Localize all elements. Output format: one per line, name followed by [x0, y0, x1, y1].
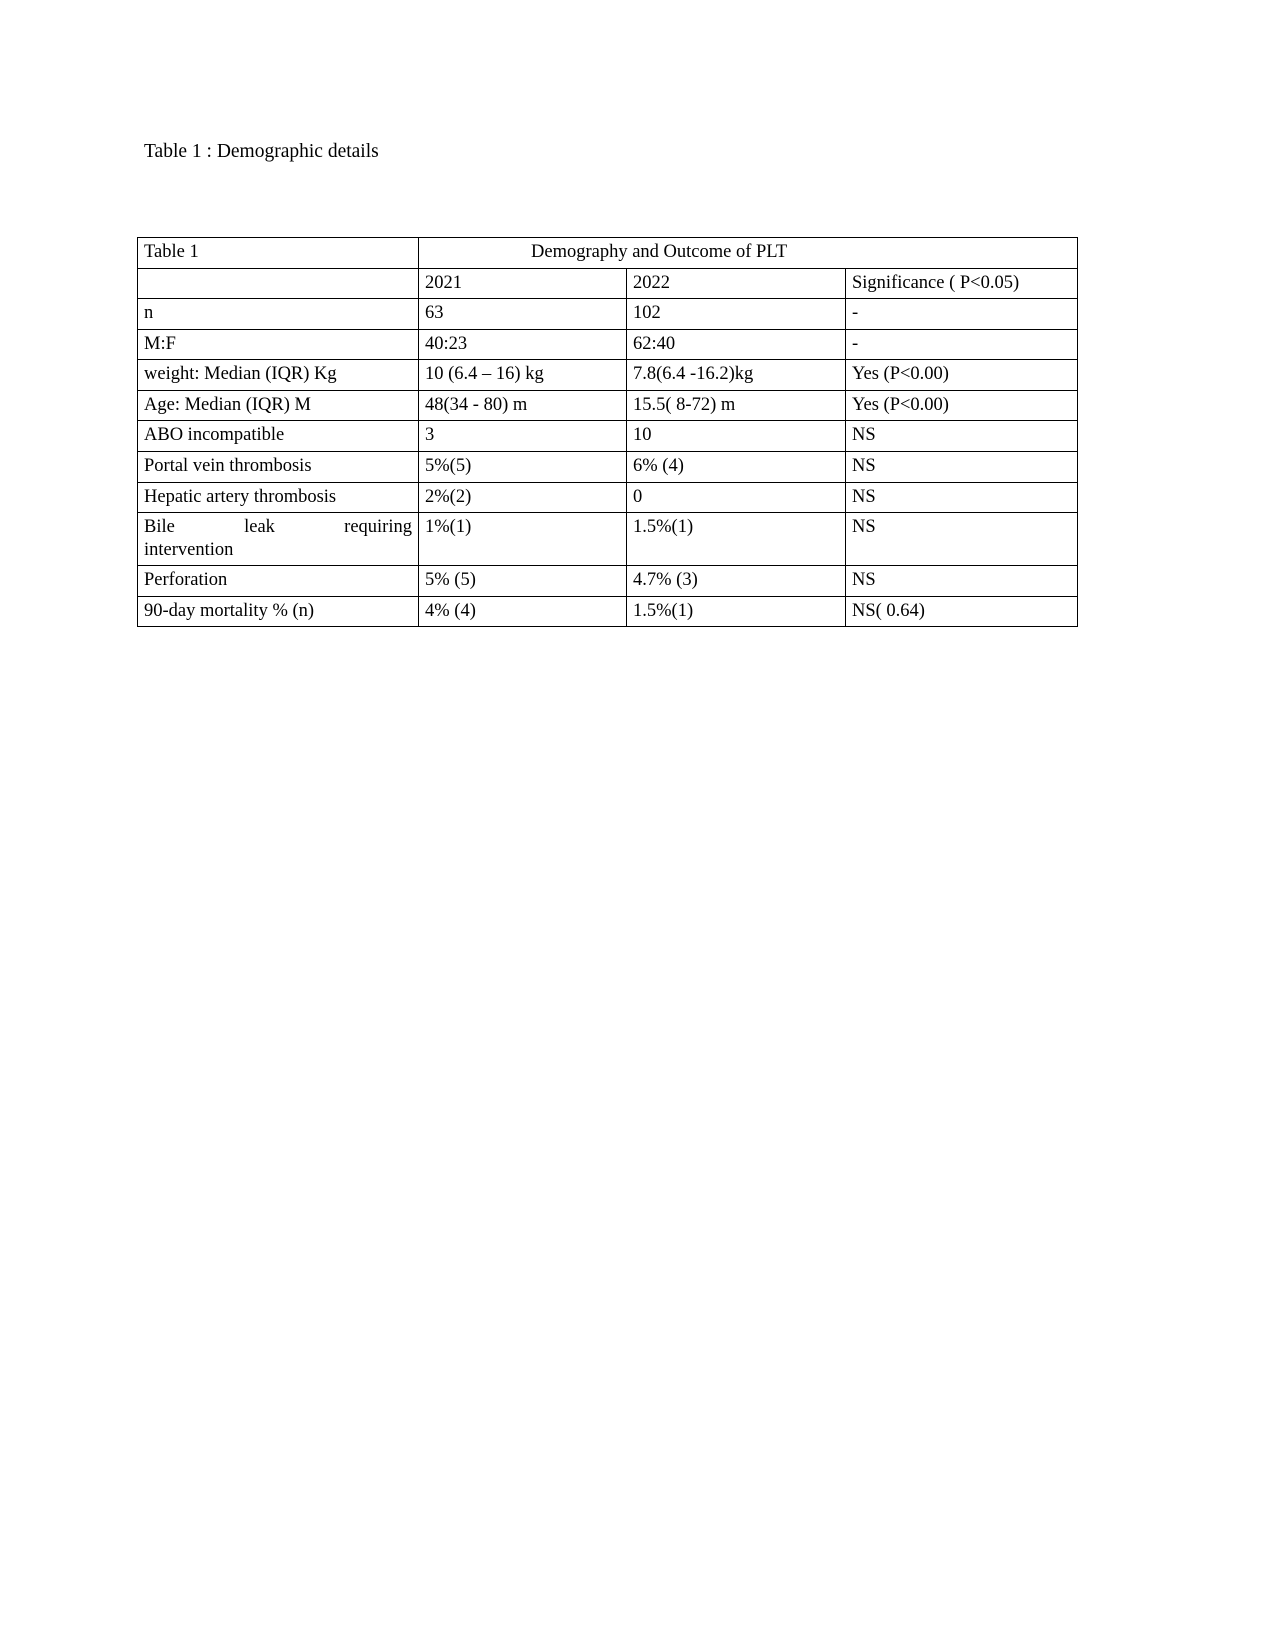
row-significance: NS: [846, 482, 1078, 513]
row-value-2022: 62:40: [627, 329, 846, 360]
row-value-2022: 1.5%(1): [627, 596, 846, 627]
header-significance: Significance ( P<0.05): [846, 268, 1078, 299]
row-value-2022: 15.5( 8-72) m: [627, 390, 846, 421]
demographic-table-container: [137, 237, 1077, 627]
row-value-2021: 1%(1): [419, 513, 627, 566]
row-value-2022: 4.7% (3): [627, 566, 846, 597]
row-label: Age: Median (IQR) M: [138, 390, 419, 421]
row-value-2021: 5%(5): [419, 451, 627, 482]
table-row: [138, 421, 1078, 452]
row-value-2021: 3: [419, 421, 627, 452]
table-row: [138, 513, 1078, 566]
row-significance: -: [846, 299, 1078, 330]
table-title-span: Demography and Outcome of PLT: [419, 238, 1078, 269]
row-label: M:F: [138, 329, 419, 360]
row-label: [138, 513, 419, 566]
row-significance: NS: [846, 421, 1078, 452]
row-significance: NS( 0.64): [846, 596, 1078, 627]
row-value-2022: 102: [627, 299, 846, 330]
row-value-2021: 2%(2): [419, 482, 627, 513]
row-label: ABO incompatible: [138, 421, 419, 452]
row-value-2022: 6% (4): [627, 451, 846, 482]
row-label: Portal vein thrombosis: [138, 451, 419, 482]
row-value-2021: 63: [419, 299, 627, 330]
table-row: [138, 299, 1078, 330]
table-row: [138, 451, 1078, 482]
row-significance: NS: [846, 566, 1078, 597]
table-row: [138, 596, 1078, 627]
header-blank: [138, 268, 419, 299]
row-value-2022: 1.5%(1): [627, 513, 846, 566]
row-significance: NS: [846, 513, 1078, 566]
table-row: [138, 329, 1078, 360]
table-title-row: [138, 238, 1078, 269]
row-label-line2: intervention: [144, 539, 234, 560]
table-row: [138, 566, 1078, 597]
row-value-2022: 0: [627, 482, 846, 513]
table-row: [138, 482, 1078, 513]
row-label: Perforation: [138, 566, 419, 597]
row-value-2022: 7.8(6.4 -16.2)kg: [627, 360, 846, 391]
demographic-table: [137, 237, 1078, 627]
header-2022: 2022: [627, 268, 846, 299]
row-label: weight: Median (IQR) Kg: [138, 360, 419, 391]
table-header-row: [138, 268, 1078, 299]
row-significance: Yes (P<0.00): [846, 360, 1078, 391]
row-significance: Yes (P<0.00): [846, 390, 1078, 421]
header-2021: 2021: [419, 268, 627, 299]
table-row: [138, 360, 1078, 391]
table-row: [138, 390, 1078, 421]
row-label: n: [138, 299, 419, 330]
row-significance: -: [846, 329, 1078, 360]
row-value-2022: 10: [627, 421, 846, 452]
row-label: Hepatic artery thrombosis: [138, 482, 419, 513]
row-value-2021: 48(34 - 80) m: [419, 390, 627, 421]
row-value-2021: 10 (6.4 – 16) kg: [419, 360, 627, 391]
row-value-2021: 4% (4): [419, 596, 627, 627]
table-title-label: Table 1: [138, 238, 419, 269]
row-label: 90-day mortality % (n): [138, 596, 419, 627]
row-value-2021: 5% (5): [419, 566, 627, 597]
row-significance: NS: [846, 451, 1078, 482]
row-label-line1: Bile leak requiring: [144, 517, 412, 538]
row-value-2021: 40:23: [419, 329, 627, 360]
table-caption: Table 1 : Demographic details: [144, 141, 379, 162]
